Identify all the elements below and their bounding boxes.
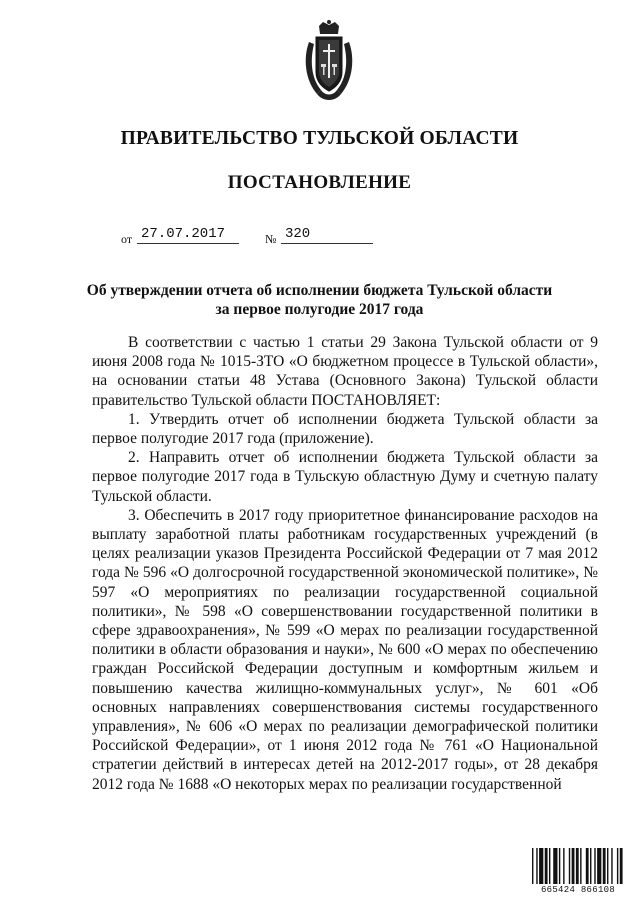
date-label: от: [121, 232, 133, 246]
barcode-digits: 665424 866108: [540, 885, 616, 895]
organization-name: ПРАВИТЕЛЬСТВО ТУЛЬСКОЙ ОБЛАСТИ: [120, 128, 519, 149]
paragraph-preamble: В соответствии с частью 1 статьи 29 Закона Тульской области от 9 июня 2008 года № 1015-ЗТО «О бюджетном процессе в Тульской области», на основании статьи 48 Устава (Основного Закона) Тульской области правительство Тульской области ПОСТАНОВЛЯЕТ:: [92, 334, 598, 409]
number-label: №: [265, 232, 277, 246]
barcode-bar: [576, 848, 579, 884]
barcode-bar: [590, 848, 591, 884]
barcode-icon: [532, 848, 624, 896]
title-line-2: за первое полугодие 2017 года: [215, 301, 424, 318]
barcode-bar: [536, 848, 537, 884]
barcode-bar: [620, 848, 623, 884]
barcode-bar: [580, 848, 581, 884]
barcode-bar: [594, 848, 595, 884]
barcode-bar: [603, 848, 606, 884]
barcode-bar: [532, 848, 533, 884]
coat-of-arms-icon: [301, 20, 357, 104]
barcode-bar: [545, 848, 548, 884]
document-type: ПОСТАНОВЛЕНИЕ: [227, 172, 412, 193]
barcode-bar: [563, 848, 564, 884]
barcode-bar: [617, 848, 618, 884]
date-value: 27.07.2017: [137, 226, 239, 244]
barcode-bar: [607, 848, 608, 884]
paragraph-item-1: 1. Утвердить отчет об исполнении бюджета Тульской области за первое полугодие 2017 года (приложение).: [92, 410, 598, 448]
barcode-bar: [597, 848, 601, 884]
date-number-line: [121, 226, 381, 246]
barcode-bar: [569, 848, 570, 884]
barcode-bar: [553, 848, 557, 884]
barcode-bar: [539, 848, 543, 884]
barcode-bar: [559, 848, 560, 884]
barcode-bar: [611, 848, 612, 884]
paragraph-item-2: 2. Направить отчет об исполнении бюджета Тульской области за первое полугодие 2017 года в Тульскую областную Думу и счетную палату Тульской области.: [92, 449, 598, 505]
title-line-1: Об утверждении отчета об исполнении бюджета Тульской области: [86, 282, 553, 299]
document-title: [0, 281, 639, 319]
barcode-bar: [572, 848, 575, 884]
document-body: [92, 333, 598, 794]
number-value: 320: [281, 226, 373, 244]
barcode-bar: [586, 848, 589, 884]
paragraph-item-3: 3. Обеспечить в 2017 году приоритетное финансирование расходов на выплату заработной платы работникам государственных учреждений (в целях реализации указов Президента Российской Федерации от 7 мая 2012 года № 596 «О долгосрочной государственной экономической политике», № 597 «О мероприятиях по реализации государственной социальной политики», № 598 «О совершенствовании государственной политики в сфере здравоохранения», № 599 «О мерах по реализации государственной политики в области образования и науки», № 600 «О мерах по обеспечению граждан Российской Федерации доступным и комфортным жильем и повышению качества жилищно-коммунальных услуг», № 601 «Об основных направлениях совершенствования системы государственного управления», № 606 «О мерах по реализации демографической политики Российской Федерации», от 1 июня 2012 года № 761 «О Национальной стратегии действий в интересах детей на 2012-2017 годы», от 28 декабря 2012 года № 1688 «О некоторых мерах по реализации государственной: [92, 506, 598, 793]
barcode-bar: [549, 848, 550, 884]
